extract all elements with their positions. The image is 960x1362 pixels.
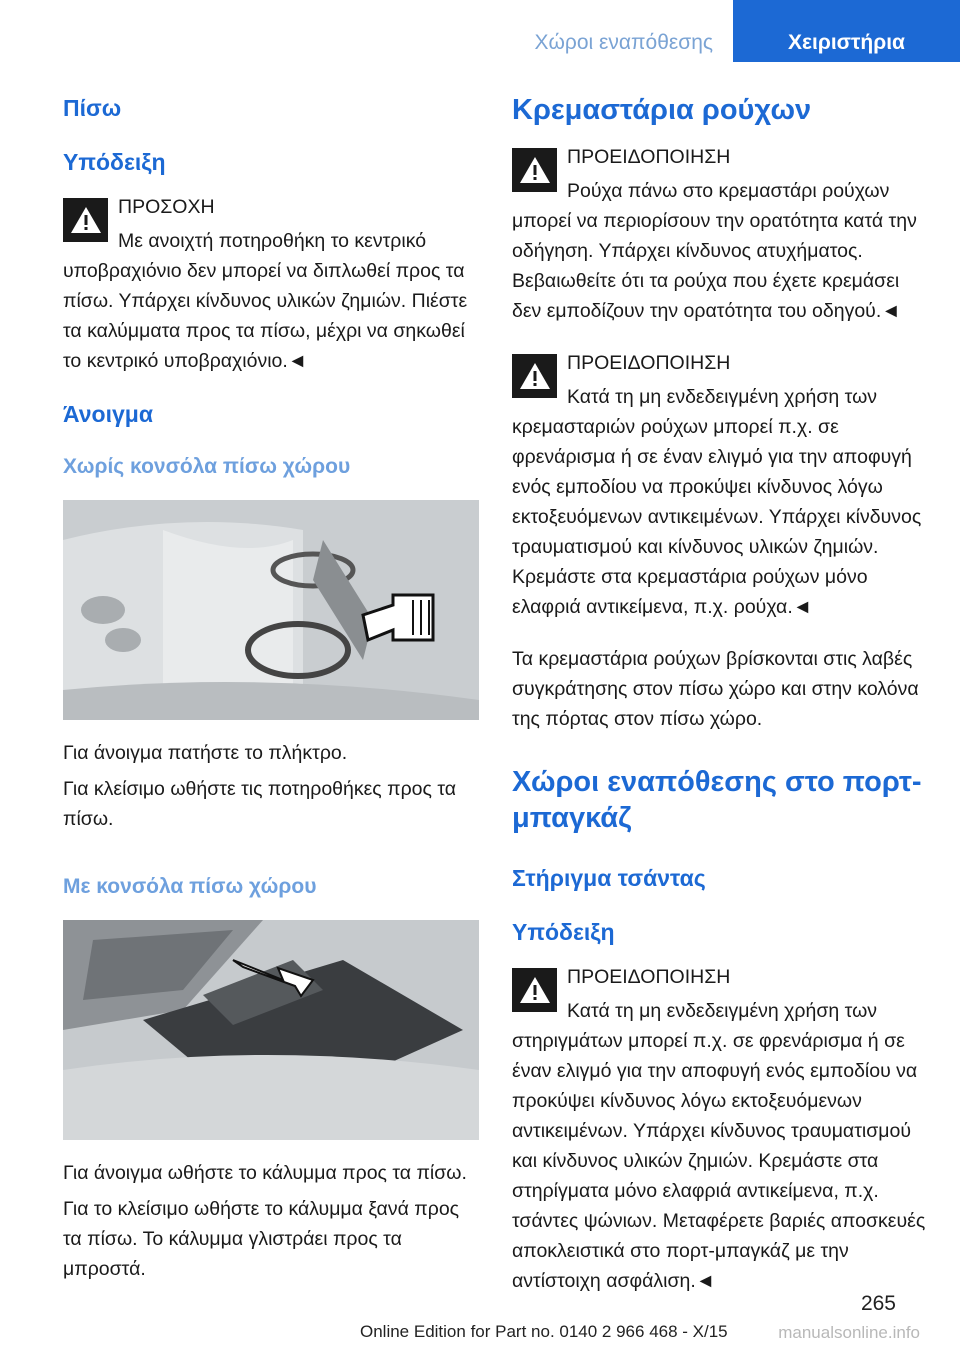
watermark: manualsonline.info	[778, 1323, 920, 1342]
page-header	[0, 0, 960, 62]
open-instruction-2: Για άνοιγμα ωθήστε το κάλυμμα προς τα πίσω.	[63, 1162, 467, 1184]
warning-text-2: Κατά τη μη ενδεδειγμένη χρήση των κρεμασταριών ρούχων μπορεί π.χ. σε φρενάρισμα ή σε έναν ελιγμό για την αποφυγή ενός εμποδίου να προκύψει κίνδυνος λόγω εκτοξευόμενων αντικειμένων. Υπάρχει κίνδυνος τραυματισμού και κίνδυνος υλικών ζημιών. Κρεμάστε στα κρεμαστάρια ρούχων μόνο ελαφριά αντικείμενα, π.χ. ρούχα.◄	[512, 386, 922, 618]
right-column	[512, 92, 932, 1318]
caution-box	[63, 192, 483, 376]
warning-title-2: ΠΡΟΕΙΔΟΠΟΙΗΣΗ	[567, 352, 731, 374]
warning-box-3	[512, 962, 932, 1296]
warning-triangle-icon	[63, 198, 108, 242]
left-column	[63, 92, 483, 1290]
heading-trunk-storage: Χώροι εναπόθεσης στο πορτ-μπαγκάζ	[512, 766, 922, 834]
caution-title: ΠΡΟΣΟΧΗ	[118, 196, 215, 218]
open-instruction-1: Για άνοιγμα πατήστε το πλήκτρο.	[63, 742, 348, 764]
warning-title-3: ΠΡΟΕΙΔΟΠΟΙΗΣΗ	[567, 966, 731, 988]
caution-text: Με ανοιχτή ποτηροθήκη το κεντρικό υποβραχιόνιο δεν μπορεί να διπλωθεί προς τα πίσω. Υπάρχει κίνδυνος υλικών ζημιών. Πιέστε τα καλύμματα προς τα πίσω, μέχρι να σηκωθεί το κεντρικό υποβραχιόνιο.◄	[63, 230, 468, 372]
close-instruction-1: Για κλείσιμο ωθήστε τις ποτηροθήκες προς τα πίσω.	[63, 778, 457, 830]
header-section-title: Χώροι εναπόθεσης	[534, 31, 713, 54]
coat-hooks-location: Τα κρεμαστάρια ρούχων βρίσκονται στις λαβές συγκράτησης στον πίσω χώρο και στην κολόνα της πόρτας στον πίσω χώρο.	[512, 648, 919, 730]
subheading-with-console: Με κονσόλα πίσω χώρου	[63, 875, 317, 898]
warning-triangle-icon	[512, 354, 557, 398]
heading-bag-holder: Στήριγμα τσάντας	[512, 865, 706, 891]
heading-note: Υπόδειξη	[63, 149, 166, 175]
warning-triangle-icon	[512, 968, 557, 1012]
page-number: 265	[860, 1292, 896, 1315]
warning-title-1: ΠΡΟΕΙΔΟΠΟΙΗΣΗ	[567, 146, 731, 168]
warning-box-2	[512, 348, 932, 622]
console-cover-photo	[63, 920, 479, 1140]
cupholder-photo	[63, 500, 479, 720]
heading-rear: Πίσω	[63, 95, 122, 121]
heading-coat-hooks: Κρεμαστάρια ρούχων	[512, 94, 812, 126]
close-instruction-2: Για το κλείσιμο ωθήστε το κάλυμμα ξανά προς τα πίσω. Το κάλυμμα γλιστράει προς τα μπροστά.	[63, 1198, 460, 1280]
warning-text-3: Κατά τη μη ενδεδειγμένη χρήση των στηριγμάτων μπορεί π.χ. σε φρενάρισμα ή σε έναν ελιγμό για την αποφυγή ενός εμποδίου να προκύψει κίνδυνος λόγω εκτοξευόμενων αντικειμένων. Υπάρχει κίνδυνος τραυματισμού και κίνδυνος υλικών ζημιών. Κρεμάστε στα στηρίγματα μόνο ελαφριά αντικείμενα, π.χ. τσάντες ψώνιων. Μεταφέρετε βαριές αποσκευές αποκλειστικά στο πορτ-μπαγκάζ με την αντίστοιχη ασφάλιση.◄	[512, 1000, 926, 1292]
subheading-without-console: Χωρίς κονσόλα πίσω χώρου	[63, 455, 351, 478]
edition-note: Online Edition for Part no. 0140 2 966 468 - X/15	[360, 1322, 728, 1341]
header-chapter-tab: Χειριστήρια	[733, 0, 960, 62]
warning-text-1: Ρούχα πάνω στο κρεμαστάρι ρούχων μπορεί να περιορίσουν την ορατότητα κατά την οδήγηση. Υπάρχει κίνδυνος ατυχήματος. Βεβαιωθείτε ότι τα ρούχα που έχετε κρεμάσει δεν εμποδίζουν την ορατότητα του οδηγού.◄	[512, 180, 917, 322]
heading-note-2: Υπόδειξη	[512, 919, 615, 945]
heading-opening: Άνοιγμα	[63, 401, 153, 427]
warning-triangle-icon	[512, 148, 557, 192]
warning-box-1	[512, 142, 932, 326]
